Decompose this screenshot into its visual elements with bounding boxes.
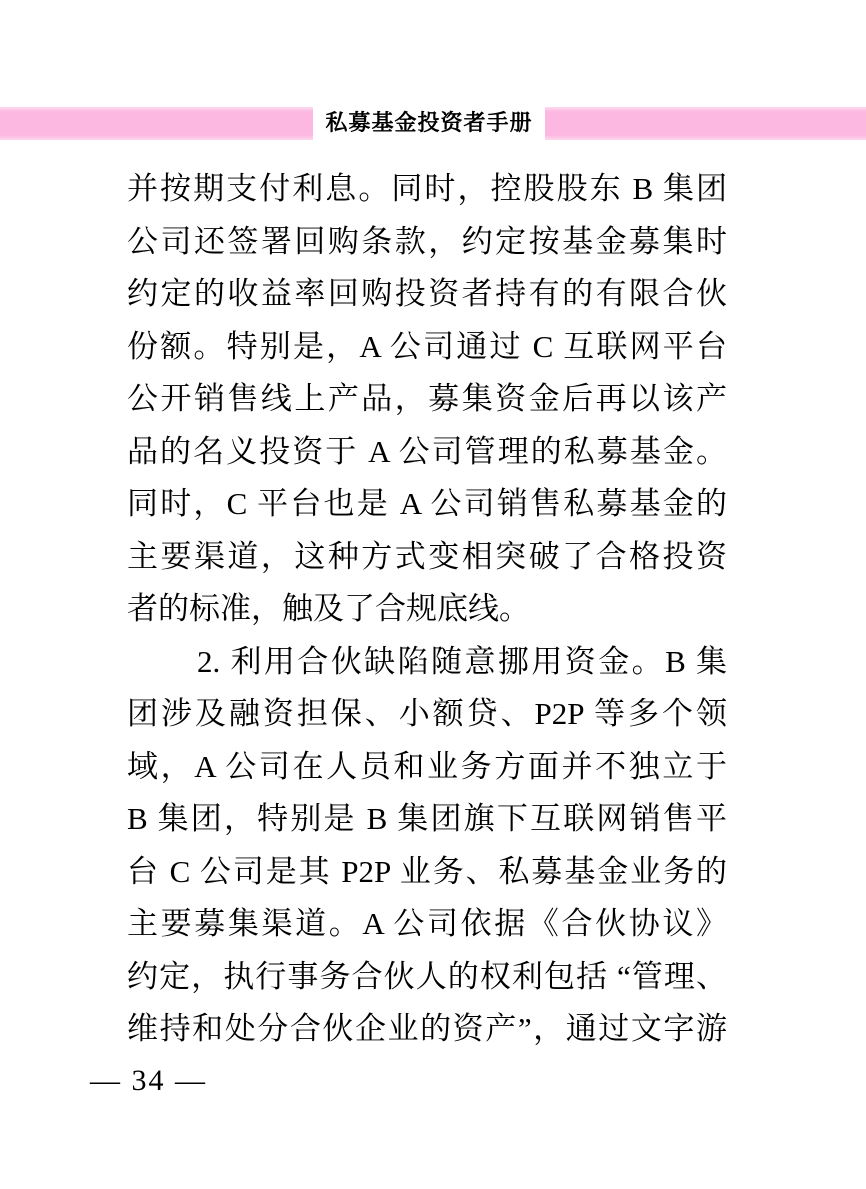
page-number: — 34 — [90, 1064, 207, 1097]
body-text-line: B 集团，特别是 B 集团旗下互联网销售平 [127, 801, 727, 836]
header-rule-left [0, 107, 313, 140]
body-text-line: 团涉及融资担保、小额贷、P2P 等多个领 [127, 696, 727, 731]
body-text-block [127, 163, 727, 1056]
body-text-line: 约定的收益率回购投资者持有的有限合伙 [127, 276, 727, 311]
body-text-line: 同时，C 平台也是 A 公司销售私募基金的 [127, 486, 727, 521]
body-text-line: 主要募集渠道。A 公司依据《合伙协议》 [127, 906, 727, 941]
body-text-line: 公开销售线上产品，募集资金后再以该产 [127, 381, 727, 416]
body-text-line: 主要渠道，这种方式变相突破了合格投资 [127, 538, 727, 574]
body-text-line: 约定，执行事务合伙人的权利包括 “管理、 [127, 958, 727, 994]
body-text-line-paragraph-end: 者的标准，触及了合规底线。 [127, 591, 530, 626]
header-rule-right [545, 107, 866, 140]
body-text-line: 公司还签署回购条款，约定按基金募集时 [127, 223, 727, 259]
body-text-line: 台 C 公司是其 P2P 业务、私募基金业务的 [127, 853, 727, 889]
body-text-line: 品的名义投资于 A 公司管理的私募基金。 [127, 433, 727, 469]
body-text-line: 并按期支付利息。同时，控股股东 B 集团 [127, 171, 727, 206]
body-text-line: 域，A 公司在人员和业务方面并不独立于 [127, 748, 727, 784]
running-header-title: 私募基金投资者手册 [325, 110, 533, 135]
body-text-line-paragraph-start: 2. 利用合伙缺陷随意挪用资金。B 集 [197, 643, 727, 679]
body-text-line: 份额。特别是，A 公司通过 C 互联网平台 [127, 328, 727, 364]
body-text-line: 维持和处分合伙企业的资产”，通过文字游 [127, 1011, 727, 1046]
